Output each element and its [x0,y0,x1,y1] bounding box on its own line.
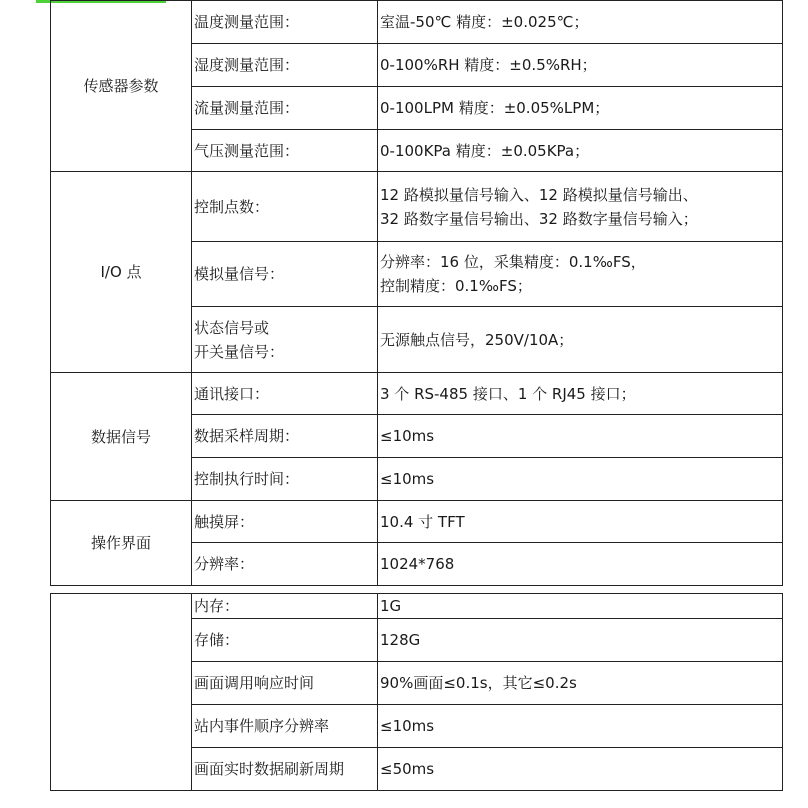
label-cell: 存储： [192,619,378,662]
label-cell: 控制点数： [192,172,378,242]
value-cell: 0-100%RH 精度：±0.5%RH； [378,44,783,87]
category-cell-empty [51,594,192,791]
table-row [51,594,783,619]
value-cell: ≤10ms [378,458,783,501]
category-cell: 数据信号 [51,373,192,501]
value-cell: 10.4 寸 TFT [378,501,783,543]
table-row [51,373,783,415]
spec-table-top [50,0,783,586]
label-cell: 画面实时数据刷新周期 [192,748,378,791]
value-cell: ≤10ms [378,415,783,458]
value-cell: ≤10ms [378,705,783,748]
label-cell: 模拟量信号： [192,242,378,307]
label-cell: 触摸屏： [192,501,378,543]
table-row [51,501,783,543]
table-row [51,172,783,242]
category-cell: 传感器参数 [51,1,192,172]
value-cell: 1G [378,594,783,619]
value-cell: 128G [378,619,783,662]
label-cell: 通讯接口： [192,373,378,415]
value-cell: 3 个 RS-485 接口、1 个 RJ45 接口； [378,373,783,415]
spec-table-bottom [50,593,783,791]
label-cell: 温度测量范围： [192,1,378,44]
value-cell: 0-100KPa 精度：±0.05KPa； [378,130,783,172]
value-cell: 无源触点信号，250V/10A； [378,307,783,373]
label-cell: 湿度测量范围： [192,44,378,87]
value-line: 控制精度：0.1‰FS； [380,277,532,295]
value-line: 12 路模拟量信号输入、12 路模拟量信号输出、 [380,185,698,204]
value-cell: 90%画面≤0.1s，其它≤0.2s [378,662,783,705]
value-cell [378,172,783,242]
category-cell: I/O 点 [51,172,192,373]
label-cell: 数据采样周期： [192,415,378,458]
label-line: 状态信号或 [194,318,270,337]
label-cell: 站内事件顺序分辨率 [192,705,378,748]
value-cell: 1024*768 [378,543,783,586]
category-cell: 操作界面 [51,501,192,586]
label-cell: 气压测量范围： [192,130,378,172]
value-cell: 室温-50℃ 精度：±0.025℃； [378,1,783,44]
label-line: 开关量信号： [194,342,285,361]
value-cell: ≤50ms [378,748,783,791]
label-cell: 分辨率： [192,543,378,586]
value-line: 分辨率：16 位，采集精度：0.1‰FS， [380,253,646,271]
label-cell: 流量测量范围： [192,87,378,130]
label-cell: 内存： [192,594,378,619]
table-row [51,1,783,44]
label-cell [192,307,378,373]
value-cell: 0-100LPM 精度：±0.05%LPM； [378,87,783,130]
value-line: 32 路数字量信号输出、32 路数字量信号输入； [380,209,698,228]
value-cell [378,242,783,307]
label-cell: 控制执行时间： [192,458,378,501]
label-cell: 画面调用响应时间 [192,662,378,705]
